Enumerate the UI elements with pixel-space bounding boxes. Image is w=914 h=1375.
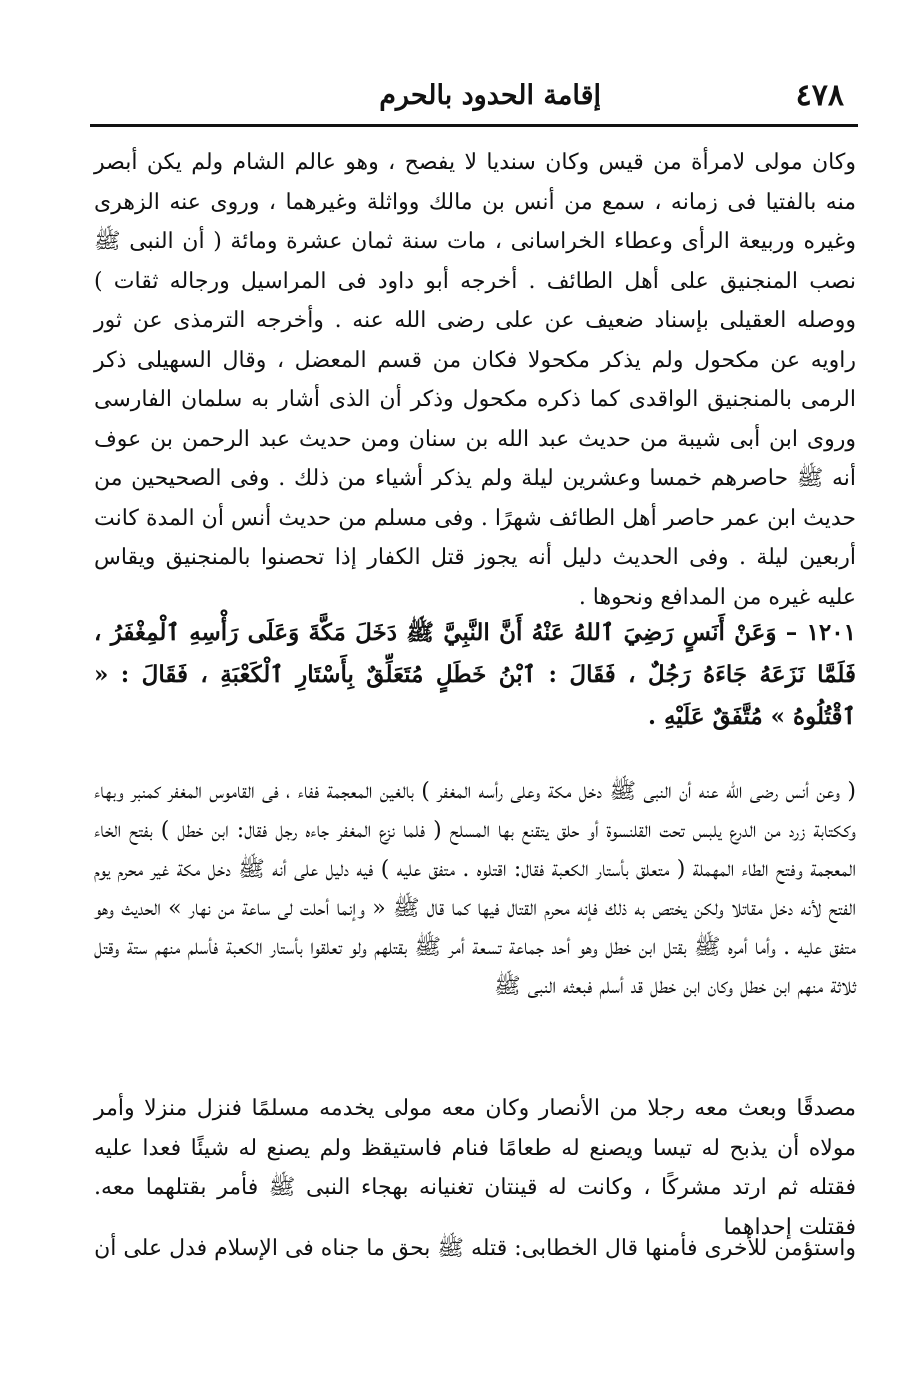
page-number: ٤٧٨ (795, 78, 844, 113)
commentary-paragraph-4: واستؤمن للأخرى فأمنها قال الخطابى: قتله ﷺ بحق ما جناه فى الإسلام فدل على أن (94, 1236, 856, 1261)
commentary-paragraph-3: مصدقًا وبعث معه رجلا من الأنصار وكان معه مولى يخدمه مسلمًا فنزل منزلا وأمر مولاه أن يذبح له تيسا ويصنع له طعامًا فنام فاستيقظ ولم يصنع له شيئًا فعدا عليه فقتله ثم ارتد مشركًا ، وكانت له قينتان تغنيانه بهجاء النبى ﷺ فأمر بقتلهما معه. فقتلت إحداهما (94, 1096, 856, 1240)
running-title: إقامة الحدود بالحرم (379, 80, 601, 111)
hadith-text: ١٢٠١ – وَعَنْ أَنَسٍ رَضِيَ ٱللهُ عَنْهُ أَنَّ النَّبِيَّ ﷺ دَخَلَ مَكَّةَ وَعَلَى رَأْسِهِ ٱلْمِغْفَرُ ، فَلَمَّا نَزَعَهُ جَاءَهُ رَجُلٌ ، فَقَالَ : ٱبْنُ خَطَلٍ مُتَعَلِّقٌ بِأَسْتَارِ ٱلْكَعْبَةِ ، فَقَالَ : « ٱقْتُلُوهُ » مُتَّفَقٌ عَلَيْهِ . (94, 619, 856, 730)
commentary-paragraph-1: وكان مولى لامرأة من قيس وكان سنديا لا يفصح ، وهو عالم الشام ولم يكن أبصر منه بالفتيا فى زمانه ، سمع من أنس بن مالك وواثلة وغيرهما ، وروى عنه الزهرى وغيره وربيعة الرأى وعطاء الخراسانى ، مات سنة ثمان عشرة ومائة ( أن النبى ﷺ نصب المنجنيق على أهل الطائف . أخرجه أبو داود فى المراسيل ورجاله ثقات ) ووصله العقيلى بإسناد ضعيف عن على رضى الله عنه . وأخرجه الترمذى عن ثور راويه عن مكحول ولم يذكر مكحولا فكان من قسم المعضل ، وقال السهيلى ذكر الرمى بالمنجنيق الواقدى كما ذكره مكحول وذكر أن الذى أشار به سلمان الفارسى وروى ابن أبى شيبة من حديث عبد الله بن سنان ومن حديث عبد الرحمن بن عوف أنه ﷺ حاصرهم خمسا وعشرين ليلة ولم يذكر أشياء من ذلك . وفى الصحيحين من حديث ابن عمر حاصر أهل الطائف شهرًا . وفى مسلم من حديث أنس أن المدة كانت أربعين ليلة . وفى الحديث دليل أنه يجوز قتل الكفار إذا تحصنوا بالمنجنيق ويقاس عليه غيره من المدافع ونحوها . (94, 150, 856, 610)
page-header (90, 72, 856, 124)
commentary-paragraph-2: ( وعن أنس رضى الله عنه أن النبى ﷺ دخل مكة وعلى رأسه المغفر ) بالغين المعجمة ففاء ، فى القاموس المغفر كمنبر وبهاء وككتابة زرد من الدرع يلبس تحت القلنسوة أو حلق يتقنع بها المسلح ( فلما نزع المغفر جاءه رجل فقال: ابن خطل ) بفتح الخاء المعجمة وفتح الطاء المهملة ( متعلق بأستار الكعبة فقال: اقتلوه . متفق عليه ) فيه دليل على أنه ﷺ دخل مكة غير محرم يوم الفتح لأنه دخل مقاتلا ولكن يختص به ذلك فإنه محرم القتال فيها كما قال ﷺ « وإنما أحلت لى ساعة من نهار » الحديث وهو متفق عليه . وأما أمره ﷺ بقتل ابن خطل وهو أحد جماعة تسعة أمر ﷺ بقتلهم ولو تعلقوا بأستار الكعبة فأسلم منهم ستة وقتل ثلاثة منهم ابن خطل وكان ابن خطل قد أسلم فبعثه النبى ﷺ (94, 779, 856, 999)
header-rule (90, 124, 858, 127)
